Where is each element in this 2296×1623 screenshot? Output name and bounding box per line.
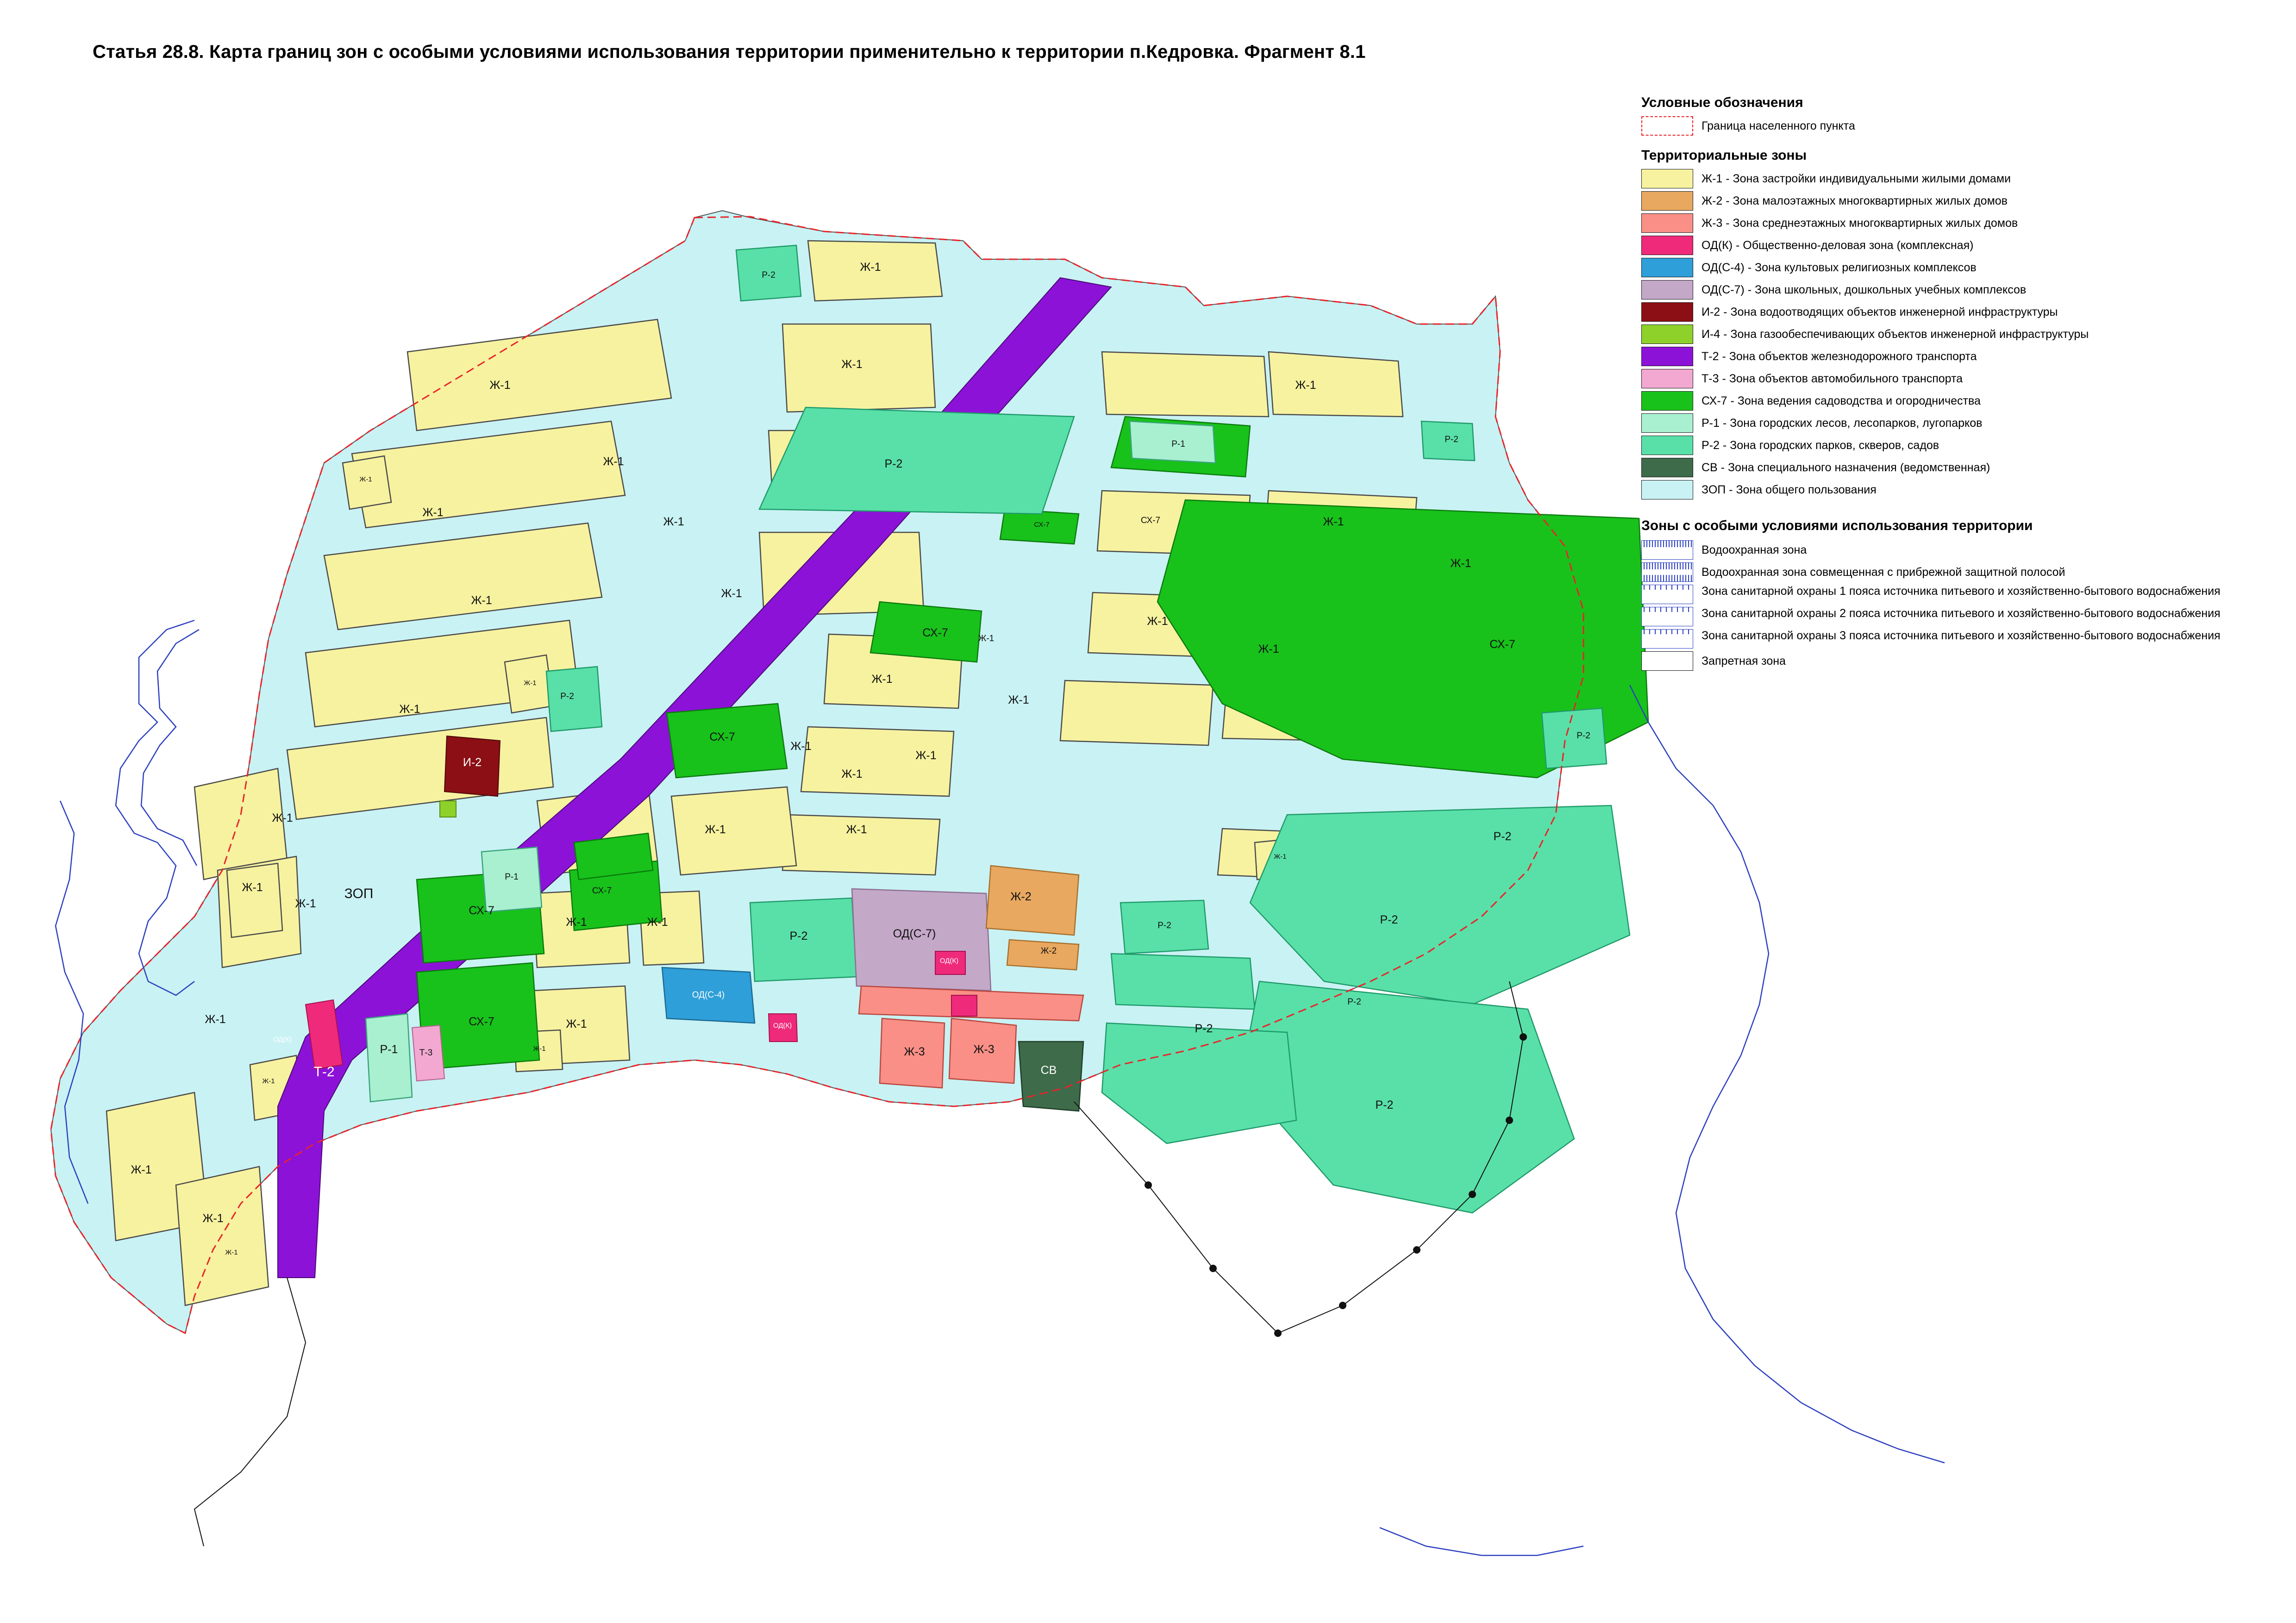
map-zone-label: Ж-1 (1323, 515, 1344, 528)
map-zone-label: Ж-1 (647, 916, 668, 929)
zone-legend-label: ОД(С-4) - Зона культовых религиозных комплексов (1702, 261, 1977, 274)
map-zone-label: Р-2 (789, 930, 808, 943)
legend-row-zone (1641, 169, 2252, 188)
map-zone-label: СХ-7 (592, 886, 612, 896)
map-zone-label: Ж-2 (1040, 946, 1057, 956)
special-zone-legend-label: Водоохранная зона (1702, 543, 1807, 556)
map-zone-label: ОД(К) (773, 1022, 792, 1030)
map-zone-label: Ж-1 (978, 634, 995, 643)
map-zone-label: Р-2 (1380, 913, 1398, 926)
legend-row-zone (1641, 258, 2252, 277)
zone-color-swatch (1641, 480, 1693, 499)
map-zone-label: ОД(К) (273, 1036, 292, 1043)
map-zone-label: Ж-1 (846, 823, 867, 836)
map-zone-label: Ж-1 (1450, 557, 1471, 570)
legend-row-zone (1641, 280, 2252, 300)
map-zone-label: Р-2 (1347, 997, 1361, 1007)
legend-row-zone (1641, 458, 2252, 477)
map-zone-label: Р-2 (1577, 731, 1590, 741)
map-zone-label: СХ-7 (709, 730, 735, 743)
zone-legend-label: Р-2 - Зона городских парков, скверов, садов (1702, 439, 1939, 452)
zone-color-swatch (1641, 413, 1693, 433)
zone-legend-label: Ж-2 - Зона малоэтажных многоквартирных жилых домов (1702, 194, 2008, 207)
special-zone-legend-label: Запретная зона (1702, 655, 1786, 668)
zone-legend-label: Ж-3 - Зона среднеэтажных многоквартирных жилых домов (1702, 217, 2018, 230)
zone-i4 (440, 801, 456, 817)
map-zone-label: СВ (1040, 1064, 1057, 1077)
map-zone-label: Ж-1 (1258, 643, 1279, 655)
map-zone-label: Ж-1 (131, 1163, 152, 1176)
zone-color-swatch (1641, 258, 1693, 277)
map-zone-label: Р-2 (1195, 1022, 1213, 1035)
map-zone-label: Ж-1 (225, 1248, 238, 1256)
map-zone-label: Ж-1 (242, 881, 263, 894)
special-zone-legend-label: Водоохранная зона совмещенная с прибрежной защитной полосой (1702, 566, 2065, 579)
zone-legend-label: ОД(К) - Общественно-деловая зона (комплексная) (1702, 239, 1974, 252)
legend-row-zone (1641, 191, 2252, 211)
special-zone-swatch (1641, 629, 1693, 649)
map-zone-label: СХ-7 (469, 1015, 494, 1028)
page-title: Статья 28.8. Карта границ зон с особыми условиями использования территории применительно к территории п.Кедровка. Фрагмент 8.1 (93, 42, 1366, 62)
legend-row-special-zone (1641, 651, 2252, 671)
map-zone-label: Ж-1 (841, 358, 863, 371)
legend-row-special-zone (1641, 629, 2252, 649)
map-zone-label: Т-2 (313, 1064, 335, 1080)
special-zone-legend-label: Зона санитарной охраны 1 пояса источника питьевого и хозяйственно-бытового водоснабжения (1702, 585, 2221, 598)
map-zone-label: Р-2 (1445, 435, 1458, 444)
map-zone-label: Ж-1 (202, 1212, 224, 1225)
map-zone-label: Ж-1 (489, 379, 511, 392)
zone-color-swatch (1641, 369, 1693, 388)
boundary-swatch (1641, 116, 1693, 136)
map-zone-label: Р-1 (505, 872, 519, 882)
special-zone-legend-label: Зона санитарной охраны 3 пояса источника питьевого и хозяйственно-бытового водоснабжения (1702, 629, 2221, 642)
map-zone-label: Ж-1 (705, 823, 726, 836)
legend-row-zone (1641, 302, 2252, 322)
zone-legend-label: СВ - Зона специального назначения (ведомственная) (1702, 461, 1990, 474)
map-zone-label: И-2 (463, 756, 482, 769)
legend-heading-special: Зоны с особыми условиями использования территории (1641, 518, 2033, 533)
zone-color-swatch (1641, 191, 1693, 211)
zone-legend-label: И-2 - Зона водоотводящих объектов инженерной инфраструктуры (1702, 306, 2058, 318)
map-zone-label: Ж-1 (399, 703, 420, 716)
map-zone-label: ЗОП (344, 886, 374, 901)
special-zone-swatch (1641, 607, 1693, 626)
map-zone-label: Ж-1 (841, 768, 863, 780)
map-zone-label: Ж-1 (1295, 379, 1316, 392)
map-zone-label: Р-1 (1171, 439, 1185, 449)
legend-row-zone (1641, 480, 2252, 499)
zone-legend-label: Ж-1 - Зона застройки индивидуальными жилыми домами (1702, 172, 2011, 185)
map-zone-label: Р-2 (1375, 1099, 1394, 1111)
legend-special-rows (1641, 540, 2252, 671)
map-zone-label: ОД(К) (939, 957, 959, 965)
map-zone-label: Ж-1 (915, 749, 937, 762)
map-zone-label: Ж-1 (871, 673, 893, 686)
legend-row-zone (1641, 213, 2252, 233)
legend-row-zone (1641, 436, 2252, 455)
legend-row-special-zone (1641, 540, 2252, 560)
zone-color-swatch (1641, 236, 1693, 255)
legend-row-zone (1641, 325, 2252, 344)
zone-color-swatch (1641, 213, 1693, 233)
legend-heading-symbols: Условные обозначения (1641, 95, 1803, 110)
zone-legend-label: ОД(С-7) - Зона школьных, дошкольных учебных комплексов (1702, 283, 2027, 296)
zone-color-swatch (1641, 458, 1693, 477)
legend-heading-zones: Территориальные зоны (1641, 148, 1807, 163)
zone-color-swatch (1641, 302, 1693, 322)
legend-zone-rows (1641, 169, 2252, 499)
map-zone-label: Ж-1 (566, 1017, 587, 1030)
legend (1641, 95, 2252, 674)
zone-legend-label: Т-2 - Зона объектов железнодорожного транспорта (1702, 350, 1977, 363)
map-zone-label: Ж-1 (721, 587, 742, 600)
zone-legend-label: ЗОП - Зона общего пользования (1702, 483, 1877, 496)
zone-color-swatch (1641, 347, 1693, 366)
map-zone-label: Ж-1 (205, 1013, 226, 1026)
map-zone-label: Ж-2 (1010, 890, 1032, 903)
special-zone-swatch (1641, 651, 1693, 671)
map-zone-label: Ж-3 (904, 1045, 925, 1058)
map-zone-label: Р-2 (560, 692, 574, 701)
map-zone-label: Ж-1 (359, 475, 372, 483)
map-zone-label: ОД(С-4) (692, 990, 725, 1000)
map-zone-label: Ж-1 (860, 261, 881, 274)
map-zone-label: Ж-1 (533, 1045, 546, 1053)
special-zone-swatch (1641, 562, 1693, 582)
zone-color-swatch (1641, 280, 1693, 300)
map-zone-label: Ж-1 (262, 1077, 275, 1085)
map-zone-label: Ж-1 (422, 506, 444, 519)
map-zone-label: Ж-1 (1008, 693, 1029, 706)
map-zone-label: Ж-1 (295, 897, 316, 910)
map-zone-label: Ж-1 (603, 455, 624, 468)
map-zone-label: СХ-7 (922, 626, 948, 639)
map-zone-label: Ж-3 (973, 1043, 995, 1056)
map-zone-label: Ж-1 (566, 916, 587, 929)
map-zone-label: Р-2 (762, 270, 776, 280)
zone-color-swatch (1641, 169, 1693, 188)
zone-color-swatch (1641, 391, 1693, 411)
legend-row-zone (1641, 369, 2252, 388)
zone-color-swatch (1641, 325, 1693, 344)
map-zone-label: Р-2 (1157, 921, 1171, 930)
map-zone-label: СХ-7 (1489, 638, 1515, 651)
map-zone-label: Ж-1 (1147, 615, 1168, 628)
legend-row-zone (1641, 413, 2252, 433)
map-zone-label: Ж-1 (790, 740, 812, 753)
legend-row-special-zone (1641, 585, 2252, 604)
map-zone-label: Ж-1 (471, 594, 492, 607)
legend-row-zone (1641, 391, 2252, 411)
map-zone-label: ОД(С-7) (893, 927, 936, 940)
special-zone-swatch (1641, 540, 1693, 560)
zone-legend-label: СХ-7 - Зона ведения садоводства и огородничества (1702, 394, 1981, 407)
map-zone-label: Ж-1 (272, 812, 293, 824)
legend-row-boundary (1641, 116, 2252, 136)
map-zone-label: Р-1 (380, 1043, 398, 1056)
map-zone-label: СХ-7 (1140, 516, 1161, 525)
map-zone-label: Т-3 (419, 1048, 433, 1058)
boundary-label: Граница населенного пункта (1702, 119, 1855, 132)
legend-row-special-zone (1641, 607, 2252, 626)
legend-row-zone (1641, 236, 2252, 255)
map-zone-label: Ж-1 (1274, 853, 1287, 861)
zone-legend-label: И-4 - Зона газообеспечивающих объектов инженерной инфраструктуры (1702, 328, 2089, 341)
map-zone-label: Ж-1 (663, 515, 684, 528)
map-zone-label: Р-2 (884, 457, 903, 470)
map-zone-label: Ж-1 (524, 679, 537, 687)
zone-color-swatch (1641, 436, 1693, 455)
special-zone-swatch (1641, 585, 1693, 604)
zone-legend-label: Р-1 - Зона городских лесов, лесопарков, лугопарков (1702, 417, 1983, 430)
legend-row-zone (1641, 347, 2252, 366)
map-zone-label: СХ-7 (469, 904, 494, 917)
map-zone-label: СХ-7 (1034, 521, 1050, 529)
legend-row-special-zone (1641, 562, 2252, 582)
zone-legend-label: Т-3 - Зона объектов автомобильного транспорта (1702, 372, 1963, 385)
special-zone-legend-label: Зона санитарной охраны 2 пояса источника питьевого и хозяйственно-бытового водоснабжения (1702, 607, 2221, 620)
map-zone-label: Р-2 (1493, 830, 1512, 843)
